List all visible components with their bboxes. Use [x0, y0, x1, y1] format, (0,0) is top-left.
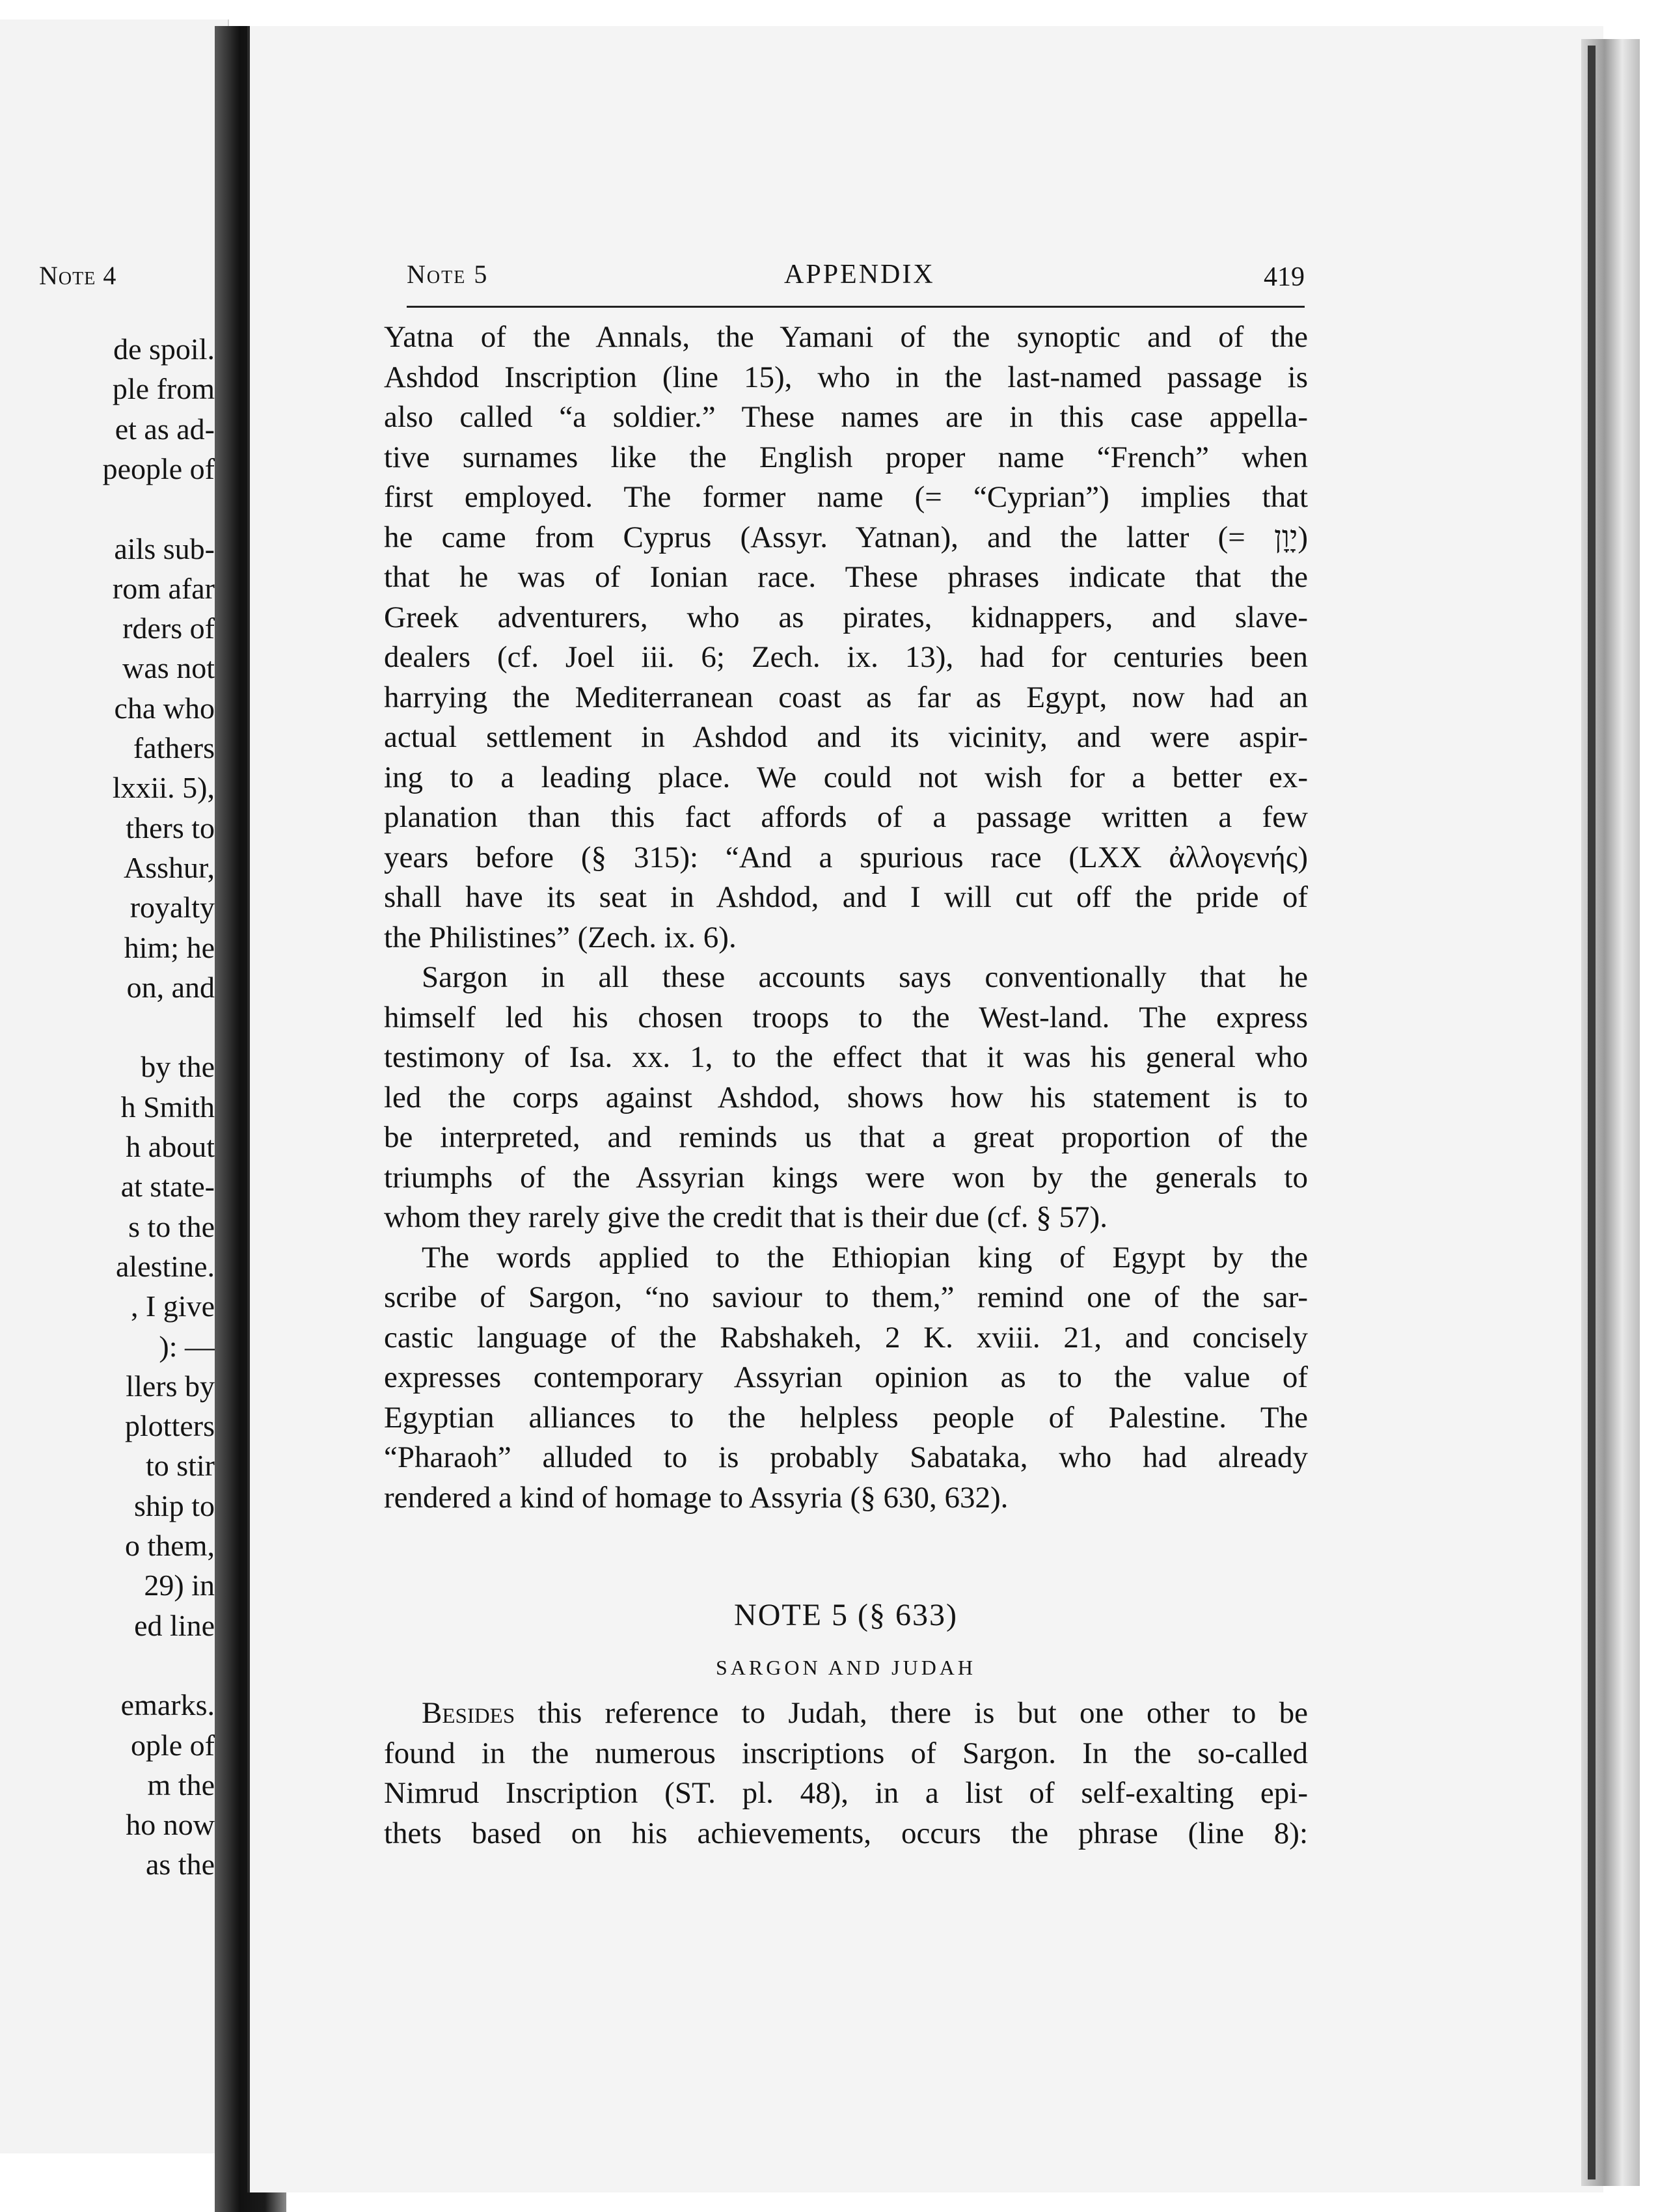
text-line: Ashdod Inscription (line 15), who in the last-named passage is: [384, 360, 1308, 394]
text-line: he came from Cyprus (Assyr. Yatnan), and the latter (= יָוָן): [384, 520, 1308, 554]
text-line: harrying the Mediterranean coast as far as Egypt, now had an: [384, 680, 1308, 714]
left-page-line: people of: [102, 452, 215, 485]
left-page-line: ails sub-: [114, 532, 215, 565]
text-line: The words applied to the Ethiopian king of Egypt by the: [422, 1240, 1308, 1275]
text-line: [384, 1693, 1308, 1734]
left-page-line: to stir: [145, 1449, 215, 1483]
text-line: “Pharaoh” alluded to is probably Sabataka, who had already: [384, 1440, 1308, 1474]
text-line: ing to a leading place. We could not wish for a better ex-: [384, 760, 1308, 794]
left-page-line: s to the: [128, 1209, 215, 1243]
text-line: rendered a kind of homage to Assyria (§ 630, 632).: [384, 1480, 1009, 1515]
header-note-label: Note 5: [407, 260, 489, 289]
left-page-line: thers to: [126, 811, 215, 844]
left-page-line: him; he: [124, 930, 215, 964]
header-rule: [407, 306, 1305, 308]
text-line: shall have its seat in Ashdod, and I will cut off the pride of: [384, 880, 1308, 914]
left-page-line: , I give: [130, 1289, 215, 1323]
left-page-line: h Smith: [120, 1090, 215, 1124]
left-page-line: plotters: [125, 1409, 215, 1443]
left-page-line: fathers: [133, 731, 215, 764]
text-line: led the corps against Ashdod, shows how his statement is to: [384, 1080, 1308, 1114]
text-line: castic language of the Rabshakeh, 2 K. xviii. 21, and concisely: [384, 1320, 1308, 1355]
left-page-line: as the: [145, 1848, 215, 1882]
left-page-line: on, and: [126, 970, 215, 1004]
header-title: APPENDIX: [784, 260, 935, 290]
text-line: whom they rarely give the credit that is their due (cf. § 57).: [384, 1200, 1108, 1234]
left-page-line: ho now: [126, 1808, 215, 1842]
text-line: scribe of Sargon, “no saviour to them,” remind one of the sar-: [384, 1280, 1308, 1314]
left-page-line: royalty: [129, 891, 215, 924]
text-line: also called “a soldier.” These names are in this case appella-: [384, 400, 1308, 434]
page-number: 419: [1264, 262, 1305, 292]
left-page-line: rom afar: [112, 571, 215, 605]
note-subheading: SARGON AND JUDAH: [715, 1656, 977, 1679]
text-line: the Philistines” (Zech. ix. 6).: [384, 920, 737, 954]
text-line: thets based on his achievements, occurs the phrase (line 8):: [384, 1816, 1308, 1850]
left-page-line: m the: [147, 1768, 215, 1801]
page-edge-line: [1588, 46, 1596, 2179]
text-line: Nimrud Inscription (ST. pl. 48), in a list of self-exalting epi-: [384, 1776, 1308, 1810]
text-line: tive surnames like the English proper name “French” when: [384, 440, 1308, 474]
lead-line-rest: this reference to Judah, there is but one other to be: [515, 1696, 1308, 1730]
text-line: actual settlement in Ashdod and its vicinity, and were aspir-: [384, 720, 1308, 754]
left-page-line: ed line: [134, 1608, 215, 1642]
note-heading: NOTE 5 (§ 633): [734, 1598, 958, 1632]
text-line: Greek adventurers, who as pirates, kidnappers, and slave-: [384, 600, 1308, 634]
left-page-line: emarks.: [120, 1688, 215, 1722]
left-page-line: ple from: [112, 372, 215, 406]
paragraph-2: [384, 958, 1308, 1238]
left-page-line: o them,: [125, 1529, 215, 1562]
left-page-line: by the: [141, 1050, 215, 1084]
text-line: years before (§ 315): “And a spurious race (LXX ἀλλογενής): [384, 840, 1308, 874]
left-page-line: llers by: [126, 1369, 215, 1403]
left-page-line: 29) in: [144, 1569, 215, 1602]
text-line: that he was of Ionian race. These phrases indicate that the: [384, 560, 1308, 594]
left-page-line: Asshur,: [124, 850, 215, 884]
left-page-line: et as ad-: [115, 412, 215, 446]
text-line: found in the numerous inscriptions of Sargon. In the so-called: [384, 1736, 1308, 1770]
body-text: [384, 317, 1308, 1854]
left-page-header: Note 4: [39, 261, 117, 290]
text-line: testimony of Isa. xx. 1, to the effect that it was his general who: [384, 1040, 1308, 1074]
left-page-line: de spoil.: [113, 332, 215, 366]
left-page-line: alestine.: [116, 1249, 215, 1283]
running-header: [407, 259, 1305, 298]
text-line: dealers (cf. Joel iii. 6; Zech. ix. 13), had for centuries been: [384, 640, 1308, 674]
text-line: be interpreted, and reminds us that a great proportion of the: [384, 1120, 1308, 1154]
left-page-text: [0, 20, 228, 2153]
paragraph-1: [384, 317, 1308, 958]
text-line: planation than this fact affords of a passage written a few: [384, 800, 1308, 834]
text-line: himself led his chosen troops to the West-land. The express: [384, 1000, 1308, 1034]
left-page-line: was not: [122, 651, 215, 685]
lead-word: Besides: [422, 1696, 515, 1730]
left-page-line: at state-: [120, 1170, 215, 1204]
left-page-line: cha who: [114, 691, 215, 725]
left-page-line: ship to: [134, 1489, 215, 1522]
left-page-line: ): —: [159, 1329, 215, 1363]
left-facing-page: [0, 20, 229, 2153]
paragraph-3: [384, 1238, 1308, 1518]
text-line: Egyptian alliances to the helpless people of Palestine. The: [384, 1400, 1308, 1435]
section-gap: [384, 1518, 1308, 1589]
left-page-line: ople of: [130, 1728, 215, 1762]
left-page-line: h about: [126, 1130, 215, 1163]
text-line: expresses contemporary Assyrian opinion as to the value of: [384, 1360, 1308, 1394]
text-line: first employed. The former name (= “Cyprian”) implies that: [384, 480, 1308, 514]
text-line: triumphs of the Assyrian kings were won by the generals to: [384, 1160, 1308, 1194]
left-page-line: rders of: [122, 612, 215, 645]
text-line: Yatna of the Annals, the Yamani of the synoptic and of the: [384, 320, 1308, 354]
left-page-line: lxxii. 5),: [112, 771, 215, 805]
paragraph-4: [384, 1693, 1308, 1854]
text-line: Sargon in all these accounts says conventionally that he: [422, 960, 1308, 994]
